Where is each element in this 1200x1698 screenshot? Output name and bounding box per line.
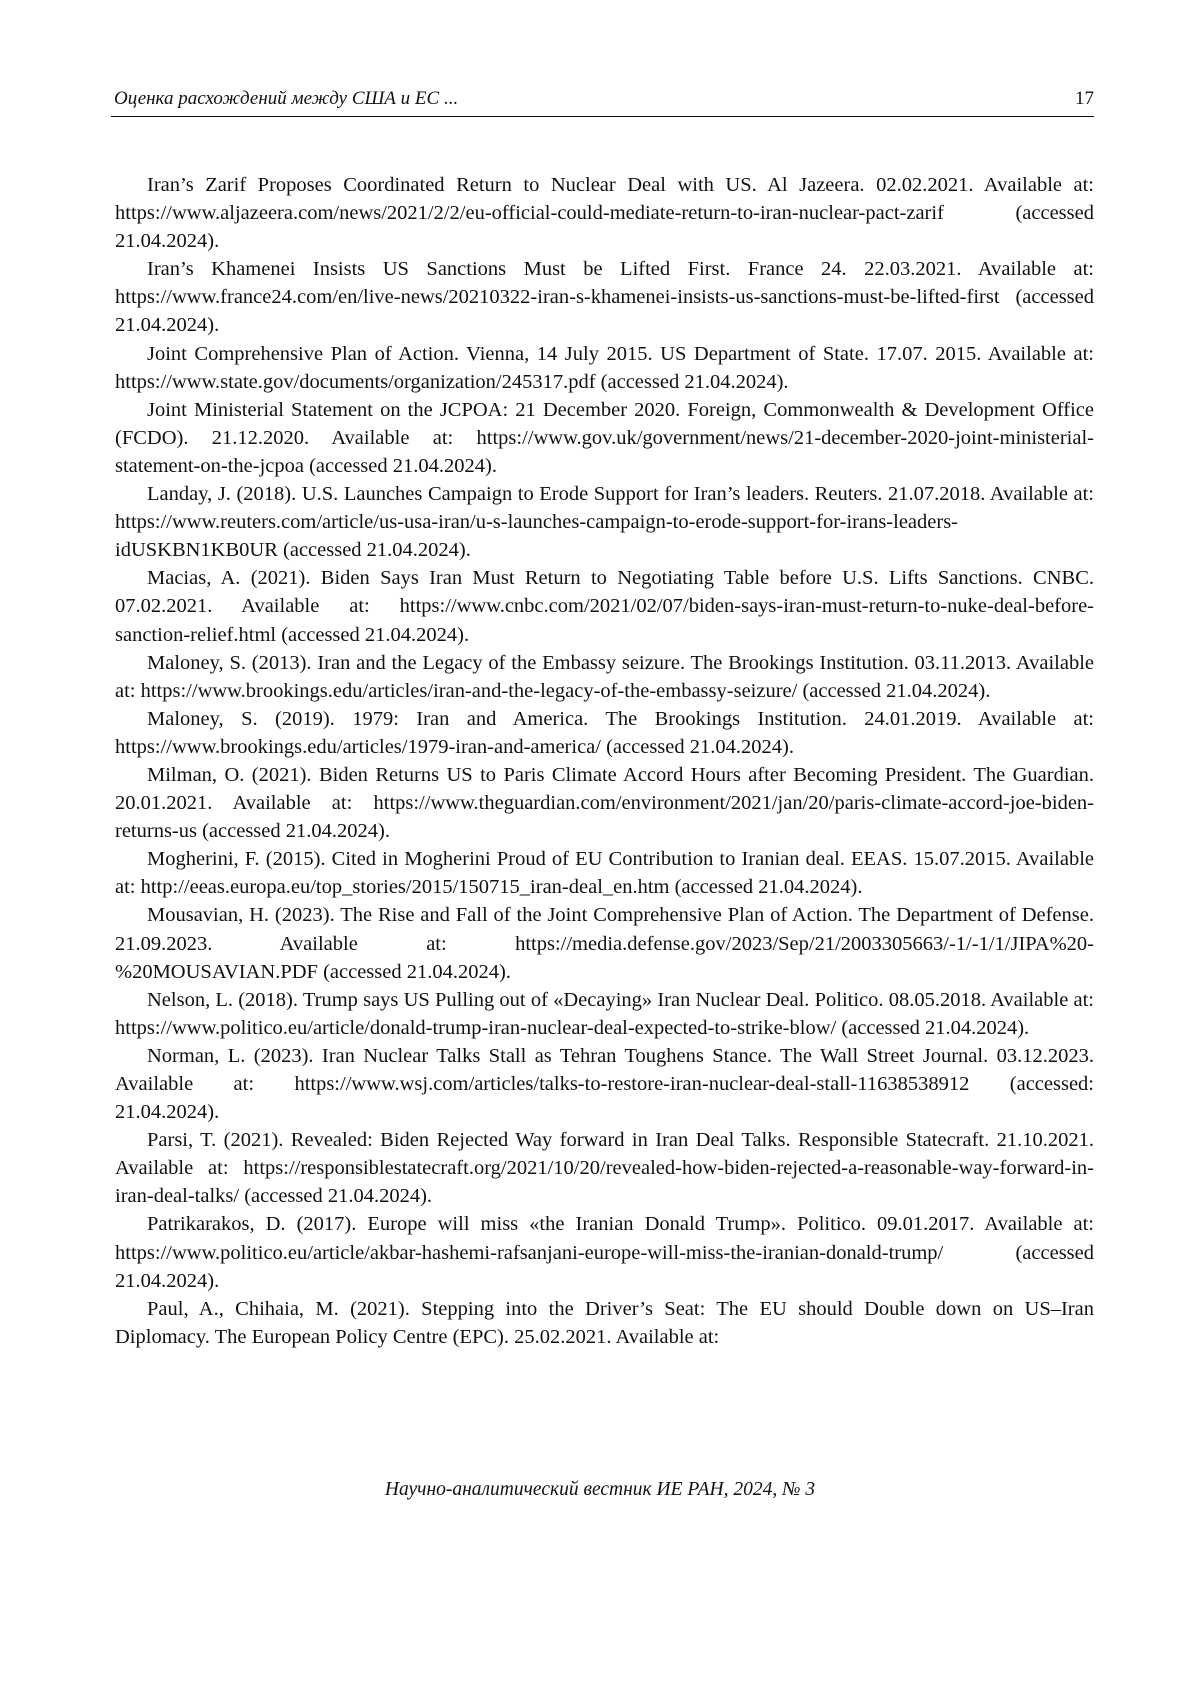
reference-entry: Joint Comprehensive Plan of Action. Vienna, 14 July 2015. US Department of State. 17.07. 2015. Available at: https://www.state.gov/documents/organization/245317.pdf (accessed 21.04.2024).: [115, 342, 1094, 393]
reference-entry: Nelson, L. (2018). Trump says US Pulling out of «Decaying» Iran Nuclear Deal. Politico. 08.05.2018. Available at: https://www.politico.eu/article/donald-trump-iran-nuclear-deal-expected-to-strike-blow/ (accessed 21.04.2024).: [115, 988, 1094, 1039]
reference-entry: Iran’s Khamenei Insists US Sanctions Must be Lifted First. France 24. 22.03.2021. Available at: https://www.france24.com/en/live-news/20210322-iran-s-khamenei-insists-us-sanctions-must-be-lifted-first (accessed 21.04.2024).: [115, 258, 1094, 337]
reference-entry: Iran’s Zarif Proposes Coordinated Return to Nuclear Deal with US. Al Jazeera. 02.02.2021. Available at: https://www.aljazeera.com/news/2021/2/2/eu-official-could-mediate-return-to-iran-nuclear-pact-zarif (accessed 21.04.2024).: [115, 174, 1094, 253]
page-number: 17: [1075, 88, 1094, 109]
reference-entry: Paul, A., Chihaia, M. (2021). Stepping into the Driver’s Seat: The EU should Double down on US–Iran Diplomacy. The European Policy Centre (EPC). 25.02.2021. Available at:: [115, 1297, 1094, 1348]
reference-list: [115, 171, 1094, 1351]
reference-entry: Patrikarakos, D. (2017). Europe will miss «the Iranian Donald Trump». Politico. 09.01.2017. Available at: https://www.politico.eu/article/akbar-hashemi-rafsanjani-europe-will-miss-the-iranian-donald-trump/ (accessed 21.04.2024).: [115, 1213, 1094, 1292]
page-header: [111, 86, 1094, 117]
reference-entry: Mousavian, H. (2023). The Rise and Fall of the Joint Comprehensive Plan of Action. The Department of Defense. 21.09.2023. Available at: https://media.defense.gov/2023/Sep/21/2003305663/-1/-1/1/JIPA%20-%20MOUSAVIAN.PDF (accessed 21.04.2024).: [115, 904, 1094, 983]
reference-entry: Landay, J. (2018). U.S. Launches Campaign to Erode Support for Iran’s leaders. Reuters. 21.07.2018. Available at: https://www.reuters.com/article/us-usa-iran/u-s-launches-campaign-to-erode-support-for-irans-leaders-idUSKBN1KB0UR (accessed 21.04.2024).: [115, 483, 1094, 562]
reference-entry: Macias, A. (2021). Biden Says Iran Must Return to Negotiating Table before U.S. Lifts Sanctions. CNBC. 07.02.2021. Available at: https://www.cnbc.com/2021/02/07/biden-says-iran-must-return-to-nuke-deal-before-sanction-relief.html (accessed 21.04.2024).: [115, 567, 1094, 646]
reference-entry: Maloney, S. (2019). 1979: Iran and America. The Brookings Institution. 24.01.2019. Available at: https://www.brookings.edu/articles/1979-iran-and-america/ (accessed 21.04.2024).: [115, 707, 1094, 758]
reference-entry: Joint Ministerial Statement on the JCPOA: 21 December 2020. Foreign, Commonwealth & Development Office (FCDO). 21.12.2020. Available at: https://www.gov.uk/government/news/21-december-2020-joint-ministerial-statement-on-the-jcpoa (accessed 21.04.2024).: [115, 398, 1094, 477]
reference-entry: Milman, O. (2021). Biden Returns US to Paris Climate Accord Hours after Becoming President. The Guardian. 20.01.2021. Available at: https://www.theguardian.com/environment/2021/jan/20/paris-climate-accord-joe-biden-returns-us (accessed 21.04.2024).: [115, 763, 1094, 843]
reference-entry: Maloney, S. (2013). Iran and the Legacy of the Embassy seizure. The Brookings Institution. 03.11.2013. Available at: https://www.brookings.edu/articles/iran-and-the-legacy-of-the-embassy-seizure/ (accessed 21.04.2024).: [115, 651, 1094, 702]
running-title: Оценка расхождений между США и ЕС ...: [114, 88, 459, 109]
reference-entry: Mogherini, F. (2015). Cited in Mogherini Proud of EU Contribution to Iranian deal. EEAS. 15.07.2015. Available at: http://eeas.europa.eu/top_stories/2015/150715_iran-deal_en.htm (accessed 21.04.2024).: [115, 848, 1094, 899]
reference-entry: Norman, L. (2023). Iran Nuclear Talks Stall as Tehran Toughens Stance. The Wall Street Journal. 03.12.2023. Available at: https://www.wsj.com/articles/talks-to-restore-iran-nuclear-deal-stall-11638538912 (accessed: 21.04.2024).: [115, 1044, 1094, 1124]
reference-entry: Parsi, T. (2021). Revealed: Biden Rejected Way forward in Iran Deal Talks. Responsible Statecraft. 21.10.2021. Available at: https://responsiblestatecraft.org/2021/10/20/revealed-how-biden-rejected-a-reasonable-way-forward-in-iran-deal-talks/ (accessed 21.04.2024).: [115, 1129, 1094, 1208]
page-footer: Научно-аналитический вестник ИЕ РАН, 2024, № 3: [384, 1479, 816, 1500]
